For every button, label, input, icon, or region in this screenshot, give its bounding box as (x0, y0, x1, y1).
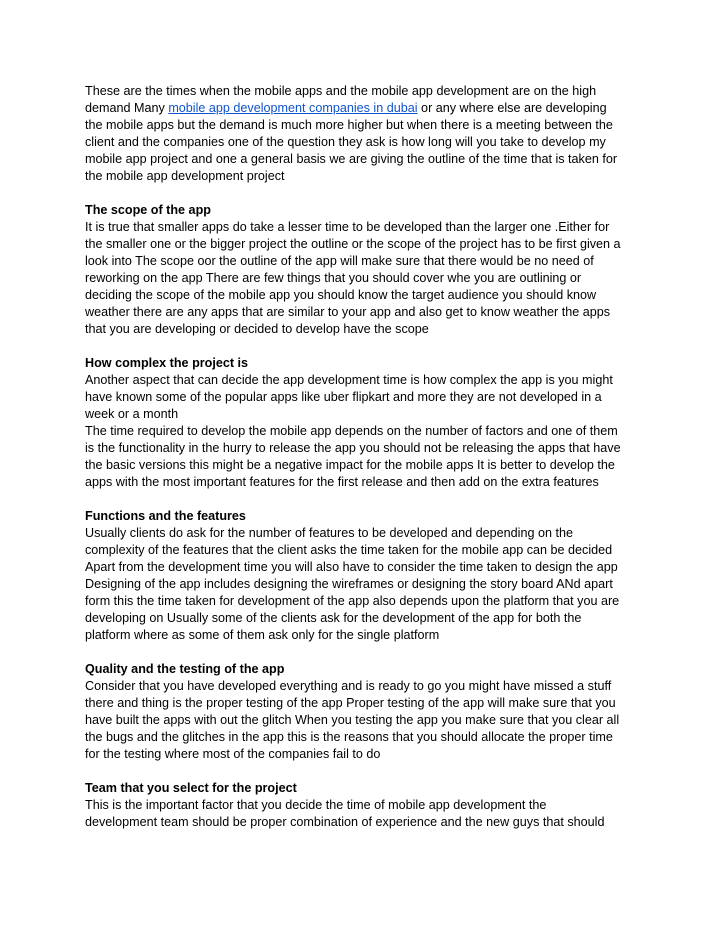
paragraph-line: The time required to develop the mobile app depends on the number of factors and one of them (85, 424, 618, 438)
paragraph-line: weather there are any apps that are similar to your app and also get to know weather the apps (85, 305, 611, 319)
paragraph-gap (85, 644, 640, 661)
companies-link[interactable]: mobile app development companies in dubai (168, 101, 418, 115)
paragraph-line: for the testing where most of the companies fail to do (85, 747, 381, 761)
paragraph-line: Another aspect that can decide the app development time is how complex the app is you might (85, 373, 613, 387)
section-complexity (85, 355, 640, 491)
section-heading: Team that you select for the project (85, 781, 297, 795)
paragraph-line: the smaller one or the bigger project the outline or the scope of the project has to be first given a (85, 237, 621, 251)
paragraph-line: have known some of the popular apps like uber flipkart and more they are not developed in a (85, 390, 602, 404)
paragraph-line: the basic versions this might be a negative impact for the mobile apps It is better to develop the (85, 458, 615, 472)
paragraph-line: look into The scope oor the outline of the app will make sure that there would be no need of (85, 254, 594, 268)
section-heading: How complex the project is (85, 356, 249, 370)
paragraph-gap (85, 338, 640, 355)
paragraph-line: complexity of the features that the client asks the time taken for the mobile app can be decided (85, 543, 613, 557)
paragraph-line: that you are developing or decided to develop have the scope (85, 322, 429, 336)
section-features (85, 508, 640, 644)
section-testing (85, 661, 640, 763)
paragraph-line: It is true that smaller apps do take a lesser time to be developed than the larger one .Either for (85, 220, 610, 234)
intro-paragraph (85, 83, 640, 185)
paragraph-line: the bugs and the glitches in the app this is the reasons that you should allocate the proper time (85, 730, 613, 744)
paragraph-line: Usually clients do ask for the number of features to be developed and depending on the (85, 526, 573, 540)
link-prefix-text: demand Many (85, 101, 169, 115)
paragraph-line: This is the important factor that you decide the time of mobile app development the (85, 798, 547, 812)
paragraph-line: the mobile apps but the demand is much more higher but when there is a meeting between the (85, 118, 613, 132)
paragraph-line: form this the time taken for development of the app also depends upon the platform that you are (85, 594, 620, 608)
section-heading: Quality and the testing of the app (85, 662, 285, 676)
paragraph-line: mobile app project and one a general basis we are giving the outline of the time that is taken for (85, 152, 618, 166)
paragraph-gap (85, 491, 640, 508)
paragraph-line: reworking on the app There are few things that you should cover whe you are outlining or (85, 271, 582, 285)
paragraph-line (85, 100, 640, 117)
paragraph-line: These are the times when the mobile apps and the mobile app development are on the high (85, 84, 597, 98)
paragraph-line: developing on Usually some of the clients ask for the development of the app for both the (85, 611, 582, 625)
paragraph-line: platform where as some of them ask only for the single platform (85, 628, 440, 642)
section-scope (85, 202, 640, 338)
section-heading: Functions and the features (85, 509, 246, 523)
paragraph-line: Consider that you have developed everything and is ready to go you might have missed a stuff (85, 679, 612, 693)
document-page (85, 83, 640, 831)
paragraph-line: Designing of the app includes designing the wireframes or designing the story board ANd apart (85, 577, 613, 591)
section-heading: The scope of the app (85, 203, 211, 217)
paragraph-line: week or a month (85, 407, 179, 421)
paragraph-line: deciding the scope of the mobile app you should know the target audience you should know (85, 288, 597, 302)
paragraph-line: there and thing is the proper testing of the app Proper testing of the app will make sure that you (85, 696, 616, 710)
paragraph-line: Apart from the development time you will also have to consider the time taken to design the app (85, 560, 618, 574)
paragraph-line: the mobile app development project (85, 169, 285, 183)
section-team (85, 780, 640, 831)
paragraph-gap (85, 185, 640, 202)
paragraph-line: have built the apps with out the glitch When you testing the app you make sure that you clear all (85, 713, 620, 727)
paragraph-line: development team should be proper combination of experience and the new guys that should (85, 815, 605, 829)
paragraph-line: is the functionality in the hurry to release the app you should not be releasing the apps that have (85, 441, 621, 455)
link-suffix-text: or any where else are developing (417, 101, 607, 115)
paragraph-gap (85, 763, 640, 780)
paragraph-line: apps with the most important features for the first release and then add on the extra features (85, 475, 599, 489)
paragraph-line: client and the companies one of the question they ask is how long will you take to develop my (85, 135, 606, 149)
